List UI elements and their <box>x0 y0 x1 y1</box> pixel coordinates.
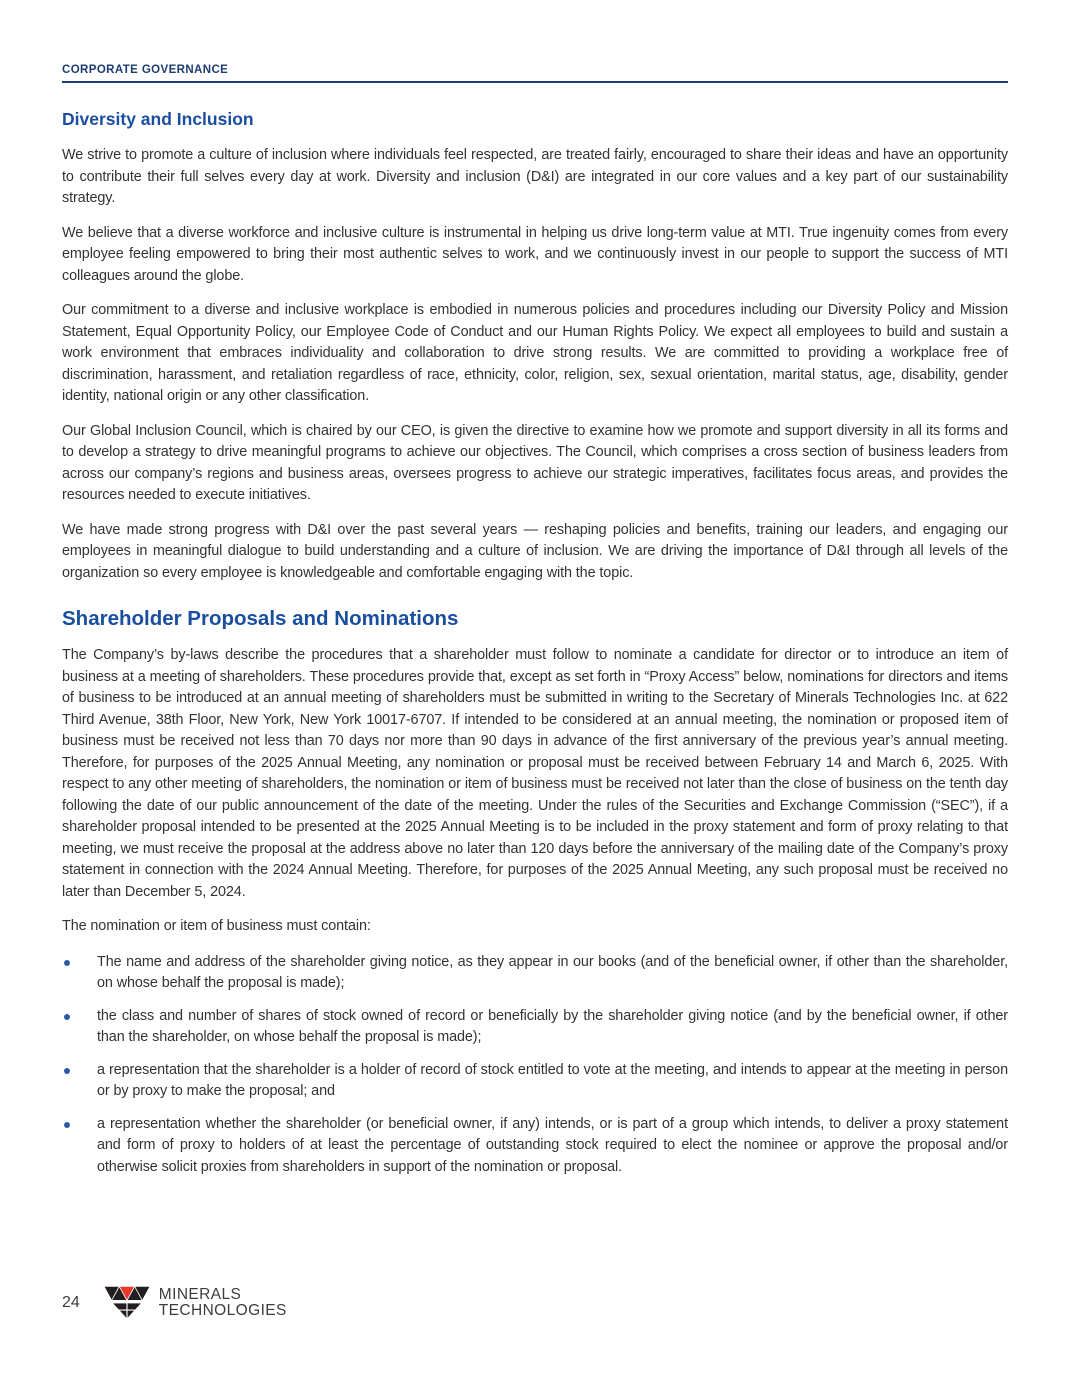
bullet-item <box>62 1060 1008 1103</box>
bullet-text: a representation whether the shareholder (or beneficial owner, if any) intends, or is part of a group which intends, to deliver a proxy statement and form of proxy to holders of at least the percentage of outstanding stock required to elect the nominee or approve the proposal and/or otherwise solicit proxies from shareholders in support of the nomination or proposal. <box>97 1115 1008 1175</box>
heading-diversity-and-inclusion: Diversity and Inclusion <box>62 109 254 129</box>
bullet-text: a representation that the shareholder is a holder of record of stock entitled to vote at the meeting, and intends to appear at the meeting in person or by proxy to make the proposal; and <box>97 1061 1008 1099</box>
bullet-item <box>62 1114 1008 1179</box>
bullet-icon <box>64 1122 70 1128</box>
bullet-list <box>62 952 1008 1179</box>
heading-shareholder-proposals: Shareholder Proposals and Nominations <box>62 607 459 630</box>
page-footer <box>62 1286 287 1320</box>
paragraph-shareholder-intro: The Company’s by-laws describe the procedures that a shareholder must follow to nominate a candidate for director or to introduce an item of business at a meeting of shareholders. These procedures provide that, except as set forth in “Proxy Access” below, nominations for directors and items of business to be introduced at an annual meeting of shareholders must be submitted in writing to the Secretary of Minerals Technologies Inc. at 622 Third Avenue, 38th Floor, New York, New York 10017-6707. If intended to be considered at an annual meeting, the nomination or proposed item of business must be received not less than 70 days nor more than 90 days in advance of the first anniversary of the previous year’s annual meeting. Therefore, for purposes of the 2025 Annual Meeting, any nomination or proposal must be received between February 14 and March 6, 2025. With respect to any other meeting of shareholders, the nomination or item of business must be received not later than the close of business on the tenth day following the date of our public announcement of the date of the meeting. Under the rules of the Securities and Exchange Commission (“SEC”), if a shareholder proposal intended to be presented at the 2025 Annual Meeting is to be included in the proxy statement and form of proxy relating to that meeting, we must receive the proposal at the address above no later than 120 days before the anniversary of the mailing date of the Company’s proxy statement in connection with the 2024 Annual Meeting. Therefore, for purposes of the 2025 Annual Meeting, any such proposal must be received no later than December 5, 2024. <box>62 647 1008 900</box>
logo-line-1: MINERALS <box>158 1285 242 1303</box>
paragraph-lead-in: The nomination or item of business must contain: <box>62 918 371 934</box>
mti-triangles-logo-icon <box>104 1286 150 1320</box>
header-rule <box>62 81 1008 83</box>
paragraph-diversity-4: Our Global Inclusion Council, which is chaired by our CEO, is given the directive to examine how we promote and support diversity in all its forms and to develop a strategy to drive meaningful programs to achieve our objectives. The Council, which comprises a cross section of business leaders from across our company’s regions and business areas, oversees progress to achieve our strategic imperatives, facilitates focus areas, and provides the resources needed to execute initiatives. <box>62 422 1008 503</box>
logo-wordmark <box>159 1287 287 1320</box>
bullet-icon <box>64 1014 70 1020</box>
page-number: 24 <box>62 1294 80 1311</box>
logo-line-2: TECHNOLOGIES <box>158 1302 287 1319</box>
bullet-item <box>62 952 1008 995</box>
paragraph-diversity-2: We believe that a diverse workforce and inclusive culture is instrumental in helping us drive long-term value at MTI. True ingenuity comes from every employee feeling empowered to bring their most authentic selves to work, and we continuously invest in our people to support the success of MTI colleagues around the globe. <box>62 224 1008 284</box>
paragraph-diversity-5: We have made strong progress with D&I over the past several years — reshaping policies and benefits, training our leaders, and engaging our employees in meaningful dialogue to build understanding and a culture of inclusion. We are driving the importance of D&I through all levels of the organization so every employee is knowledgeable and comfortable engaging with the topic. <box>62 521 1008 581</box>
paragraph-diversity-3: Our commitment to a diverse and inclusive workplace is embodied in numerous policies and procedures including our Diversity Policy and Mission Statement, Equal Opportunity Policy, our Employee Code of Conduct and our Human Rights Policy. We expect all employees to build and sustain a work environment that embraces individuality and collaboration to drive strong results. We are committed to providing a workplace free of discrimination, harassment, and retaliation regardless of race, ethnicity, color, religion, sex, sexual orientation, marital status, age, disability, gender identity, national origin or any other classification. <box>62 302 1008 404</box>
running-header <box>62 64 1008 83</box>
bullet-item <box>62 1006 1008 1049</box>
bullet-icon <box>64 1068 70 1074</box>
paragraph-diversity-1: We strive to promote a culture of inclusion where individuals feel respected, are treated fairly, encouraged to share their ideas and have an opportunity to contribute their full selves every day at work. Diversity and inclusion (D&I) are integrated in our core values and a key part of our sustainability strategy. <box>62 147 1008 206</box>
section-eyebrow: CORPORATE GOVERNANCE <box>62 64 229 76</box>
bullet-icon <box>64 960 70 966</box>
bullet-text: the class and number of shares of stock owned of record or beneficially by the shareholder giving notice (and by the beneficial owner, if other than the shareholder, on whose behalf the proposal is made); <box>97 1007 1008 1045</box>
minerals-technologies-logo <box>104 1286 287 1320</box>
bullet-text: The name and address of the shareholder giving notice, as they appear in our books (and of the beneficial owner, if other than the shareholder, on whose behalf the proposal is made); <box>97 953 1008 991</box>
